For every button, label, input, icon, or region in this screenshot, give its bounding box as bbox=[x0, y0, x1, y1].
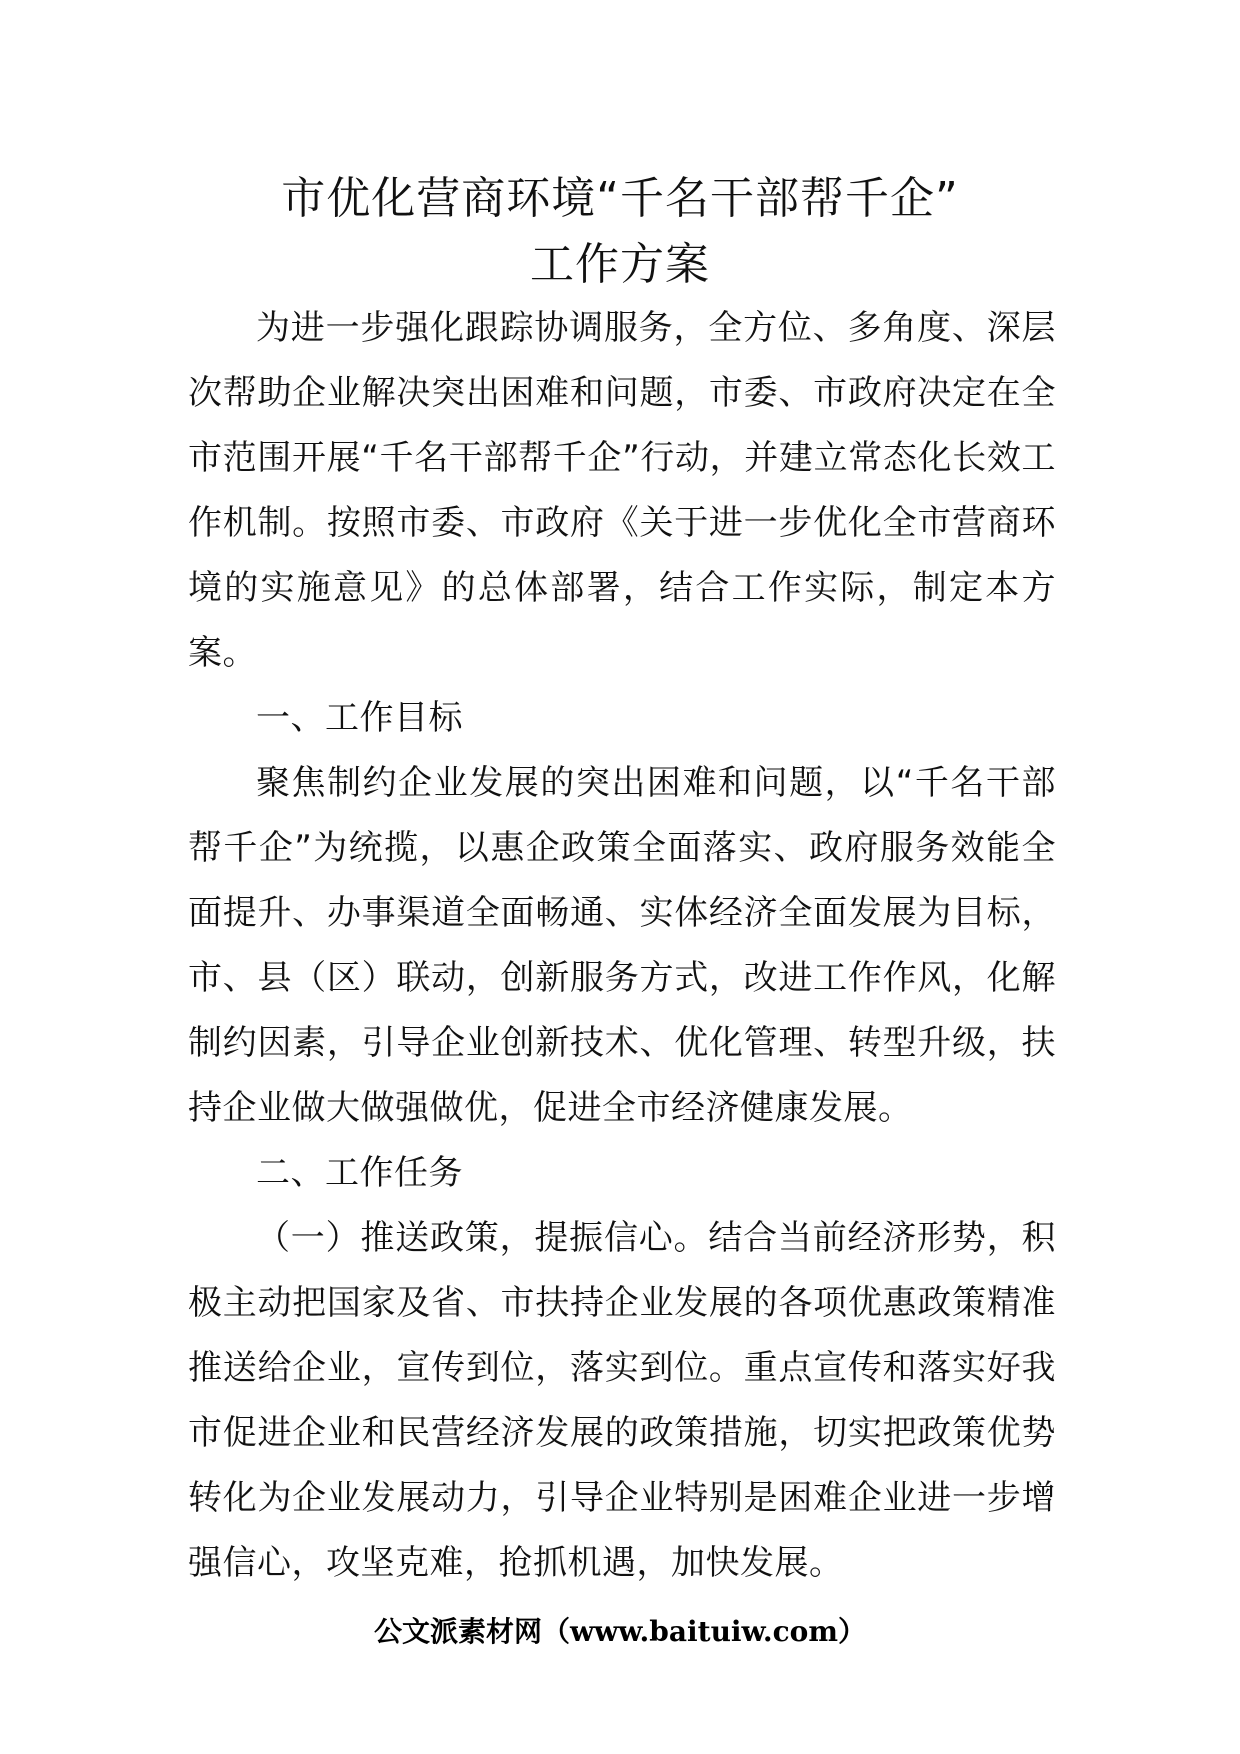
tasks-paragraph-1: （一）推送政策，提振信心。结合当前经济形势，积极主动把国家及省、市扶持企业发展的各项优惠政策精准推送给企业，宣传到位，落实到位。重点宣传和落实好我市促进企业和民营经济发展的政策措施，切实把政策优势转化为企业发展动力，引导企业特别是困难企业进一步增强信心，攻坚克难，抢抓机遇，加快发展。 bbox=[188, 1218, 1056, 1583]
footer-watermark: 公文派素材网（www.baituiw.com） bbox=[374, 1615, 866, 1648]
section-heading-tasks: 二、工作任务 bbox=[256, 1153, 463, 1193]
document-title-line2: 工作方案 bbox=[530, 239, 710, 290]
goals-paragraph: 聚焦制约企业发展的突出困难和问题，以“千名干部帮千企”为统揽，以惠企政策全面落实、政府服务效能全面提升、办事渠道全面畅通、实体经济全面发展为目标，市、县（区）联动，创新服务方式，改进工作作风，化解制约因素，引导企业创新技术、优化管理、转型升级，扶持企业做大做强做优，促进全市经济健康发展。 bbox=[188, 763, 1056, 1128]
intro-paragraph: 为进一步强化跟踪协调服务，全方位、多角度、深层次帮助企业解决突出困难和问题，市委、市政府决定在全市范围开展“千名干部帮千企”行动，并建立常态化长效工作机制。按照市委、市政府《关于进一步优化全市营商环境的实施意见》的总体部署，结合工作实际，制定本方案。 bbox=[188, 308, 1056, 673]
document-title-line1: 市优化营商环境“千名干部帮千企” bbox=[281, 173, 959, 224]
section-heading-goals: 一、工作目标 bbox=[256, 698, 463, 738]
document-body bbox=[188, 296, 1056, 1596]
